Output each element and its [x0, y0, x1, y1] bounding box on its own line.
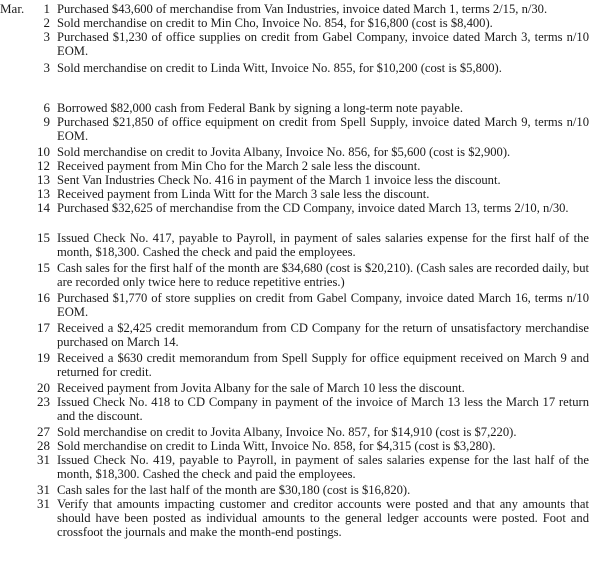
- transaction-day: 16: [37, 290, 50, 305]
- transaction-day: 6: [43, 100, 50, 115]
- transaction-description: Cash sales for the last half of the month are $30,180 (cost is $16,820).: [57, 483, 411, 497]
- transaction-description: Purchased $21,850 of office equipment on credit from Spell Supply, invoice dated March 9, terms n/10 EOM.: [57, 115, 589, 143]
- transaction-description: Verify that amounts impacting customer and creditor accounts were posted and that any amounts that should have been posted as individual amounts to the general ledger accounts were posted. Foot and crossfoot the journals and make the month-end postings.: [57, 497, 589, 539]
- transaction-day: 10: [37, 144, 50, 159]
- transaction-description: Sold merchandise on credit to Linda Witt, Invoice No. 855, for $10,200 (cost is $5,800).: [57, 61, 502, 75]
- transaction-day: 27: [37, 424, 50, 439]
- transaction-day: 13: [37, 186, 50, 201]
- transaction-description: Sold merchandise on credit to Jovita Albany, Invoice No. 857, for $14,910 (cost is $7,220).: [57, 425, 517, 439]
- transaction-day: 14: [37, 200, 50, 215]
- transaction-description: Purchased $1,230 of office supplies on credit from Gabel Company, invoice dated March 3, terms n/10 EOM.: [57, 30, 589, 58]
- transaction-day: 1: [43, 1, 50, 16]
- transaction-description: Sent Van Industries Check No. 416 in payment of the March 1 invoice less the discount.: [57, 173, 501, 187]
- transaction-description: Received payment from Jovita Albany for the sale of March 10 less the discount.: [57, 381, 465, 395]
- transaction-day: 31: [37, 496, 50, 511]
- transaction-description: Received payment from Linda Witt for the March 3 sale less the discount.: [57, 187, 430, 201]
- transaction-day: 3: [43, 29, 50, 44]
- transaction-day: 2: [43, 15, 50, 30]
- month-label: Mar.: [0, 1, 25, 16]
- transaction-description: Cash sales for the first half of the month are $34,680 (cost is $20,210). (Cash sales are recorded daily, but are recorded only twice here to reduce repetitive entries.): [57, 261, 589, 289]
- transaction-day: 28: [37, 438, 50, 453]
- transaction-description: Issued Check No. 417, payable to Payroll, in payment of sales salaries expense for the first half of the month, $18,300. Cashed the check and paid the employees.: [57, 231, 589, 259]
- transaction-day: 31: [37, 482, 50, 497]
- transaction-description: Sold merchandise on credit to Jovita Albany, Invoice No. 856, for $5,600 (cost is $2,900).: [57, 145, 511, 159]
- transaction-description: Purchased $43,600 of merchandise from Van Industries, invoice dated March 1, terms 2/15, n/30.: [57, 2, 548, 16]
- transaction-day: 3: [43, 60, 50, 75]
- transaction-day: 15: [37, 230, 50, 245]
- transaction-day: 13: [37, 172, 50, 187]
- transaction-day: 31: [37, 452, 50, 467]
- transaction-description: Purchased $32,625 of merchandise from the CD Company, invoice dated March 13, terms 2/10, n/30.: [57, 201, 569, 215]
- transaction-day: 9: [43, 114, 50, 129]
- transaction-day: 15: [37, 260, 50, 275]
- transaction-day: 12: [37, 158, 50, 173]
- transaction-day: 19: [37, 350, 50, 365]
- transaction-description: Sold merchandise on credit to Linda Witt, Invoice No. 858, for $4,315 (cost is $3,280).: [57, 439, 496, 453]
- transaction-description: Borrowed $82,000 cash from Federal Bank by signing a long-term note payable.: [57, 101, 464, 115]
- transaction-description: Issued Check No. 419, payable to Payroll, in payment of sales salaries expense for the last half of the month, $18,300. Cashed the check and paid the employees.: [57, 453, 589, 481]
- transaction-description: Received a $630 credit memorandum from Spell Supply for office equipment received on March 9 and returned for credit.: [57, 351, 589, 379]
- transaction-day: 17: [37, 320, 50, 335]
- transaction-description: Received a $2,425 credit memorandum from CD Company for the return of unsatisfactory merchandise purchased on March 14.: [57, 321, 589, 349]
- transaction-day: 23: [37, 394, 50, 409]
- transaction-description: Purchased $1,770 of store supplies on credit from Gabel Company, invoice dated March 16, terms n/10 EOM.: [57, 291, 589, 319]
- transaction-description: Issued Check No. 418 to CD Company in payment of the invoice of March 13 less the March 17 return and the discount.: [57, 395, 589, 423]
- transaction-day: 20: [37, 380, 50, 395]
- transaction-description: Sold merchandise on credit to Min Cho, Invoice No. 854, for $16,800 (cost is $8,400).: [57, 16, 493, 30]
- transaction-description: Received payment from Min Cho for the March 2 sale less the discount.: [57, 159, 421, 173]
